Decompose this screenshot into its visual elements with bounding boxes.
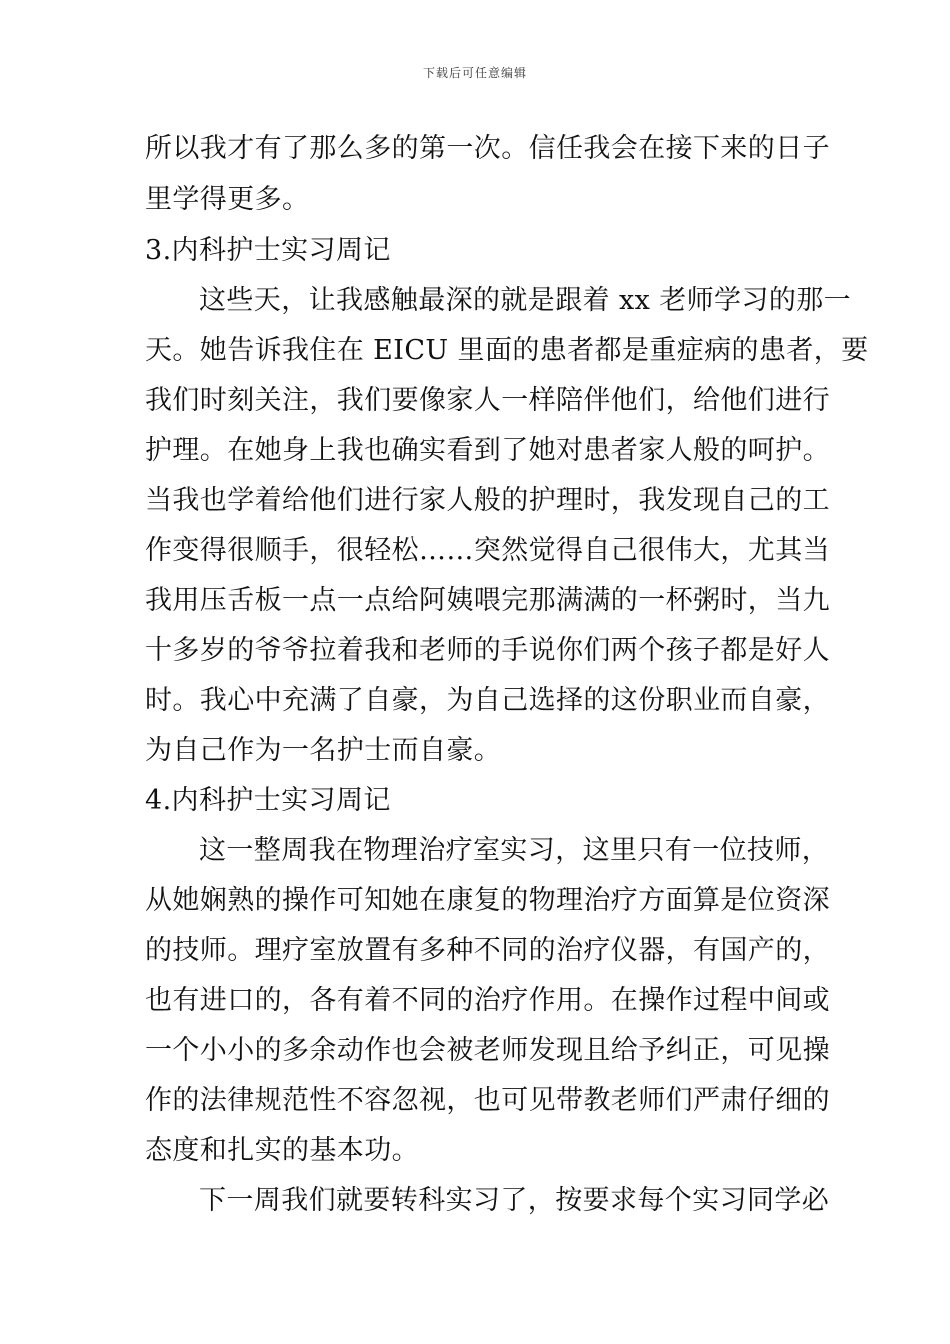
text-line: 态度和扎实的基本功。 <box>145 1135 419 1166</box>
page-header: 下载后可任意编辑 <box>422 66 527 80</box>
text-line: 天。她告诉我住在 EICU 里面的患者都是重症病的患者，要 <box>145 335 869 366</box>
paragraph-first-line: 这一整周我在物理治疗室实习，这里只有一位技师， <box>199 835 830 866</box>
text-line: 为自己作为一名护士而自豪。 <box>145 735 502 766</box>
paragraph-first-line: 下一周我们就要转科实习了，按要求每个实习同学必 <box>199 1185 830 1216</box>
text-line: 作的法律规范性不容忽视，也可见带教老师们严肃仔细的 <box>145 1085 830 1116</box>
text-line: 里学得更多。 <box>145 184 310 215</box>
text-line: 十多岁的爷爷拉着我和老师的手说你们两个孩子都是好人 <box>145 635 830 666</box>
text-line: 也有进口的，各有着不同的治疗作用。在操作过程中间或 <box>145 985 830 1016</box>
text-line: 时。我心中充满了自豪，为自己选择的这份职业而自豪， <box>145 685 830 716</box>
text-line: 护理。在她身上我也确实看到了她对患者家人般的呵护。 <box>145 435 830 466</box>
section-heading: 3.内科护士实习周记 <box>145 235 391 266</box>
text-line: 当我也学着给他们进行家人般的护理时，我发现自己的工 <box>145 485 830 516</box>
text-line: 我用压舌板一点一点给阿姨喂完那满满的一杯粥时，当九 <box>145 585 830 616</box>
text-line: 的技师。理疗室放置有多种不同的治疗仪器，有国产的， <box>145 935 830 966</box>
section-heading: 4.内科护士实习周记 <box>145 785 391 816</box>
text-line: 一个小小的多余动作也会被老师发现且给予纠正，可见操 <box>145 1035 830 1066</box>
paragraph-first-line: 这些天，让我感触最深的就是跟着 xx 老师学习的那一 <box>199 285 852 316</box>
text-line: 从她娴熟的操作可知她在康复的物理治疗方面算是位资深 <box>145 885 830 916</box>
text-line: 我们时刻关注，我们要像家人一样陪伴他们，给他们进行 <box>145 385 830 416</box>
text-line: 所以我才有了那么多的第一次。信任我会在接下来的日子 <box>145 133 830 164</box>
text-line: 作变得很顺手，很轻松……突然觉得自己很伟大，尤其当 <box>145 535 830 566</box>
